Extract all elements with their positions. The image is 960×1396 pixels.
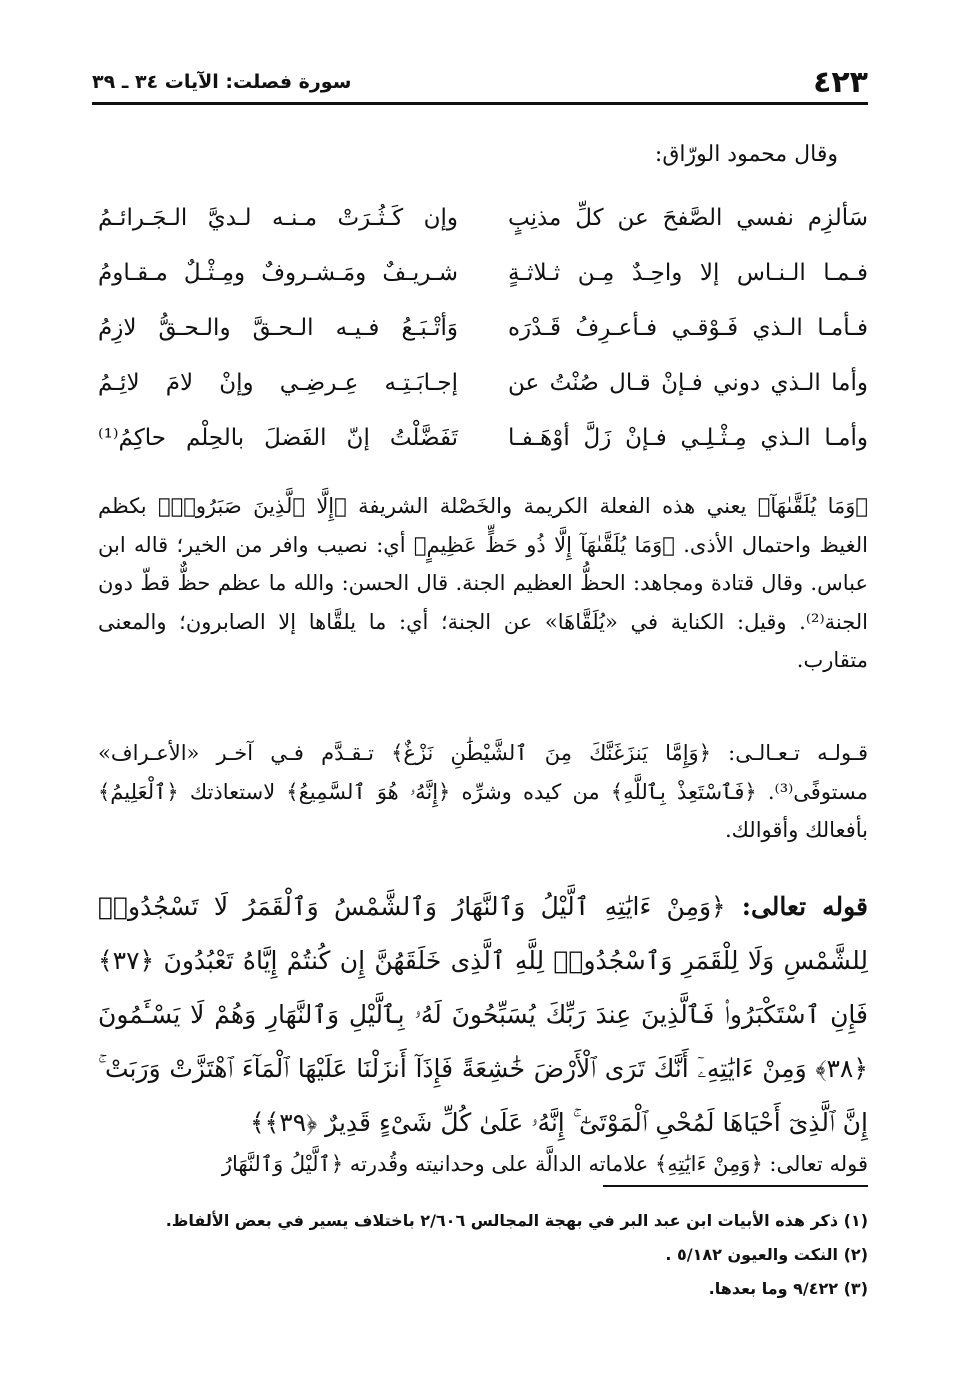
first-hemistich: سَألزِم نفسي الصَّفحَ عن كلِّ مذنِبٍ — [508, 204, 868, 231]
quran-verses-paragraph — [98, 880, 868, 1150]
poem — [98, 190, 868, 465]
first-hemistich: وأمـا الـذي مِـثْـلِـي فـإنْ زَلَّ أوْهَـفـا — [508, 424, 868, 451]
footnote-separator — [603, 1185, 868, 1187]
running-title: سورة فصلت: الآيات ٣٤ ـ ٣٩ — [92, 71, 352, 93]
quran-verses: ﴿وَمِنْ ءَايَٰتِهِ ٱلَّيْلُ وَٱلنَّهَارُ وَٱلشَّمْسُ وَٱلْقَمَرُ لَا تَسْجُدُوا۟ لِلشَّمْسِ وَلَا لِلْقَمَرِ وَٱسْجُدُوا۟ لِلَّهِ ٱلَّذِى خَلَقَهُنَّ إِن كُنتُمْ إِيَّاهُ تَعْبُدُونَ ﴿٣٧﴾ فَإِنِ ٱسْتَكْبَرُوا۟ فَٱلَّذِينَ عِندَ رَبِّكَ يُسَبِّحُونَ لَهُۥ بِٱلَّيْلِ وَٱلنَّهَارِ وَهُمْ لَا يَسْـَٔمُونَ ﴿٣٨﴾ وَمِنْ ءَايَٰتِهِۦٓ أَنَّكَ تَرَى ٱلْأَرْضَ خَٰشِعَةً فَإِذَآ أَنزَلْنَا عَلَيْهَا ٱلْمَآءَ ٱهْتَزَّتْ وَرَبَتْ ۚ إِنَّ ٱلَّذِىٓ أَحْيَاهَا لَمُحْىِ ٱلْمَوْتَىٰٓ ۚ إِنَّهُۥ عَلَىٰ كُلِّ شَىْءٍ قَدِيرٌ ﴿٣٩﴾﴾ — [98, 892, 868, 1137]
commentary-paragraph: قوله تعالى: ﴿وَمِنْ ءَايَٰتِهِ﴾ علاماته الدالَّة على وحدانيته وقُدرته ﴿ٱلَّيْلُ وَٱلنَّهَارُ — [221, 1152, 868, 1176]
first-hemistich: فـمـا الـنـاس إلا واحِـدٌ مِـن ثـلاثـةٍ — [508, 259, 868, 286]
verse-intro: قوله تعالى: — [725, 892, 868, 921]
first-hemistich: فـأمـا الـذي فَـوْقـي فـأعـرِفُ قَـدْرَه — [508, 314, 868, 341]
page-header — [92, 62, 868, 105]
second-hemistich: وَأتْـبَـعُ فـيـه الـحـقَّ والـحـقُّ لازِمُ — [98, 314, 458, 341]
footnote: (٢) النكت والعيون ٥/١٨٢ . — [665, 1245, 868, 1264]
footnotes — [98, 1204, 868, 1306]
second-hemistich: تَفَضَّلْتُ إنّ الفَضلَ بالحِلْم حاكِمُ⁽¹⁾ — [98, 424, 458, 451]
second-hemistich: إجـابَـتِـه عِـرضِـي وإنْ لامَ لائِـمُ — [98, 369, 458, 396]
footnote: (٣) ٩/٤٢٢ وما بعدها. — [708, 1279, 868, 1298]
commentary-paragraph: ﴿وَمَا يُلَقَّىٰهَآ﴾ يعني هذه الفعلة الكريمة والخَصْلة الشريفة ﴿إِلَّا ٱلَّذِينَ صَبَرُوا۟﴾ بكظم الغيظ واحتمال الأذى. ﴿وَمَا يُلَقَّىٰهَآ إِلَّا ذُو حَظٍّ عَظِيمٍ﴾ أي: نصيب وافر من الخير؛ قاله ابن عباس. وقال قتادة ومجاهد: الحظُّ العظيم الجنة. قال الحسن: والله ما عظم حظٌّ قطّ دون الجنة⁽²⁾. وقيل: الكناية في «يُلَقَّاهَا» عن الجنة؛ أي: ما يلقَّاها إلا الصابرون؛ والمعنى متقارب. — [98, 494, 868, 672]
poem-verse — [98, 355, 868, 410]
poem-intro: وقال محمود الورّاق: — [654, 142, 838, 167]
page-number: ٤٢٣ — [813, 64, 868, 100]
poem-verse — [98, 410, 868, 465]
poem-verse — [98, 300, 868, 355]
second-hemistich: شـريـفٌ ومَـشـروفٌ ومِـثْـلٌ مـقـاومُ — [98, 259, 458, 286]
first-hemistich: وأما الـذي دوني فـإنْ قـال صُنْتُ عن — [508, 369, 868, 396]
poem-verse — [98, 190, 868, 245]
poem-verse — [98, 245, 868, 300]
commentary-paragraph: قـولـه تـعـالـى: ﴿وَإِمَّا يَنزَغَنَّكَ مِنَ ٱلشَّيْطَٰنِ نَزْغٌ﴾ تـقـدَّم فـي آخـر «الأعـراف» مستوفًى⁽³⁾. ﴿فَٱسْتَعِذْ بِٱللَّهِ﴾ من كيده وشرِّه ﴿إِنَّهُۥ هُوَ ٱلسَّمِيعُ﴾ لاستعاذتك ﴿ٱلْعَلِيمُ﴾ بأفعالك وأقوالك. — [98, 741, 868, 842]
second-hemistich: وإن كَـثُـرَتْ مـنـه لـديَّ الـجَـرائـمُ — [98, 204, 458, 231]
footnote: (١) ذكر هذه الأبيات ابن عبد البر في بهجة المجالس ٢/٦٠٦ باختلاف يسير في بعض الألفاظ. — [165, 1211, 868, 1230]
